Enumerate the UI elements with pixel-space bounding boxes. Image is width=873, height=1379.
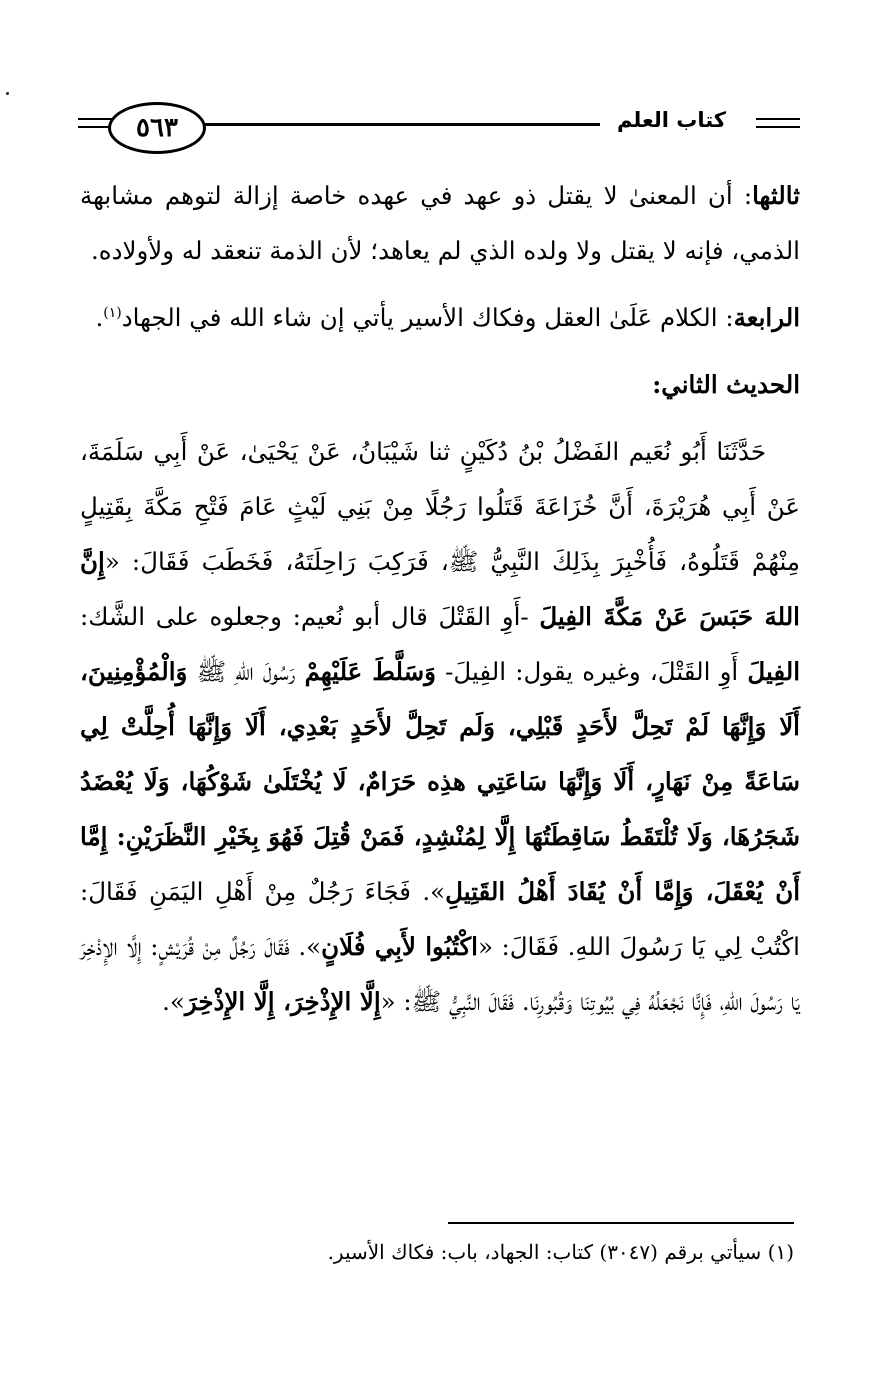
hadith-bold-segment: إِنَّ اللهَ حَبَسَ عَنْ مَكَّةَ الفِيلَ bbox=[80, 547, 800, 631]
hadith-bold-segment: اكْتُبُوا لأَبِي فُلَانٍ bbox=[321, 932, 478, 961]
header-rule-middle bbox=[190, 123, 600, 126]
stray-dot bbox=[6, 92, 9, 95]
hadith-bold-segment: إِلَّا الإِذْخِرَ، إِلَّا الإِذْخِرَ bbox=[184, 987, 381, 1016]
page-number: ٥٦٣ bbox=[108, 102, 206, 154]
hadith-segment: ». bbox=[162, 987, 185, 1016]
hadith-segment: -أَوِ القَتْلَ قال أبو نُعيم: وجعلوه على الشَّك: bbox=[80, 602, 540, 631]
hadith-text bbox=[80, 424, 800, 1029]
section-heading: الحديث الثاني: bbox=[652, 370, 800, 399]
hadith-bold-segment: وَالْمُؤْمِنِينَ، أَلَا وَإِنَّهَا لَمْ تَحِلَّ لأَحَدٍ قَبْلِي، وَلَم تَحِلَّ لأَحَدٍ بَعْدِي، أَلَا وَإِنَّهَا أُحِلَّتْ لِي سَاعَةً مِنْ نَهَارٍ، أَلَا وَإِنَّهَا سَاعَتِي هذِه حَرَامٌ، لَا يُخْتَلَىٰ شَوْكُهَا، وَلَا يُعْضَدُ شَجَرُهَا، وَلَا تُلْتَقَطُ سَاقِطَتُهَا إِلَّا لِمُنْشِدٍ، فَمَنْ قُتِلَ فَهُوَ بِخَيْرِ النَّظَرَيْنِ: إِمَّا أَنْ يُعْقَلَ، وَإِمَّا أَنْ يُقَادَ أَهْلُ القَتِيلِ bbox=[80, 657, 800, 906]
paragraph-text: : الكلام عَلَىٰ العقل وفكاك الأسير يأتي إن شاء الله في الجهاد bbox=[121, 303, 734, 332]
paragraph-text: : أن المعنىٰ لا يقتل ذو عهد في عهده خاصة إزالة لتوهم مشابهة الذمي، فإنه لا يقتل ولا ولده الذي لم يعاهد؛ لأن الذمة تنعقد له ولأولاده. bbox=[80, 181, 800, 265]
header-rule-right-bottom bbox=[756, 126, 800, 128]
paragraph-lead: ثالثها bbox=[752, 181, 800, 210]
footnote-separator bbox=[448, 1222, 794, 1224]
paragraph-end: . bbox=[95, 303, 104, 332]
footnote-reference: (١) bbox=[103, 304, 122, 321]
hadith-segment: رَسُولَ اللهِ ﷺ bbox=[187, 657, 305, 686]
hadith-segment: أَوِ القَتْلَ، وغيره يقول: الفِيلَ- bbox=[435, 657, 748, 686]
main-text bbox=[80, 168, 800, 1041]
paragraph-thalithuha bbox=[80, 168, 800, 278]
hadith-segment: ». فَجَاءَ رَجُلٌ مِنْ أَهْلِ اليَمَنِ فَقَالَ: اكْتُبْ لِي يَا رَسُولَ اللهِ. فَقَالَ: « bbox=[80, 877, 800, 961]
hadith-bold-segment: وَسَلَّطَ عَلَيْهِمْ bbox=[304, 657, 436, 686]
paragraph-rabia bbox=[80, 290, 800, 345]
footnote: (١) سيأتي برقم (٣٠٤٧) كتاب: الجهاد، باب: فكاك الأسير. bbox=[327, 1240, 794, 1264]
page-header bbox=[78, 96, 800, 156]
running-title: كتاب العلم bbox=[616, 108, 726, 132]
hadith-segment: حَدَّثَنَا أَبُو نُعَيم الفَضْلُ بْنُ دُكَيْنٍ ثنا شَيْبَانُ، عَنْ يَحْيَىٰ، عَنْ أَبِي سَلَمَةَ، عَنْ أَبِي هُرَيْرَةَ، أَنَّ خُزَاعَةَ قَتَلُوا رَجُلًا مِنْ بَنِي لَيْثٍ عَامَ فَتْحِ مَكَّةَ بِقَتِيلٍ مِنْهُمْ قَتَلُوهُ، فَأُخْبِرَ بِذَلِكَ النَّبِيُّ ﷺ، فَرَكِبَ رَاحِلَتَهُ، فَخَطَبَ فَقَالَ: « bbox=[80, 437, 800, 576]
hadith-bold-segment: الفِيلَ bbox=[747, 657, 801, 686]
hadith-segment: ». فَقَالَ رَجُلٌ مِنْ قُرَيْشٍ: إِلَّا الإِذْخِرَ يَا رَسُولَ اللهِ، فَإِنَّا نَجْعَلُهُ فِي بُيُوتِنَا وَقُبُورِنَا. فَقَالَ النَّبِيُّ ﷺ: « bbox=[80, 932, 800, 1016]
header-rule-right-top bbox=[756, 118, 800, 120]
paragraph-lead: الرابعة bbox=[733, 303, 800, 332]
